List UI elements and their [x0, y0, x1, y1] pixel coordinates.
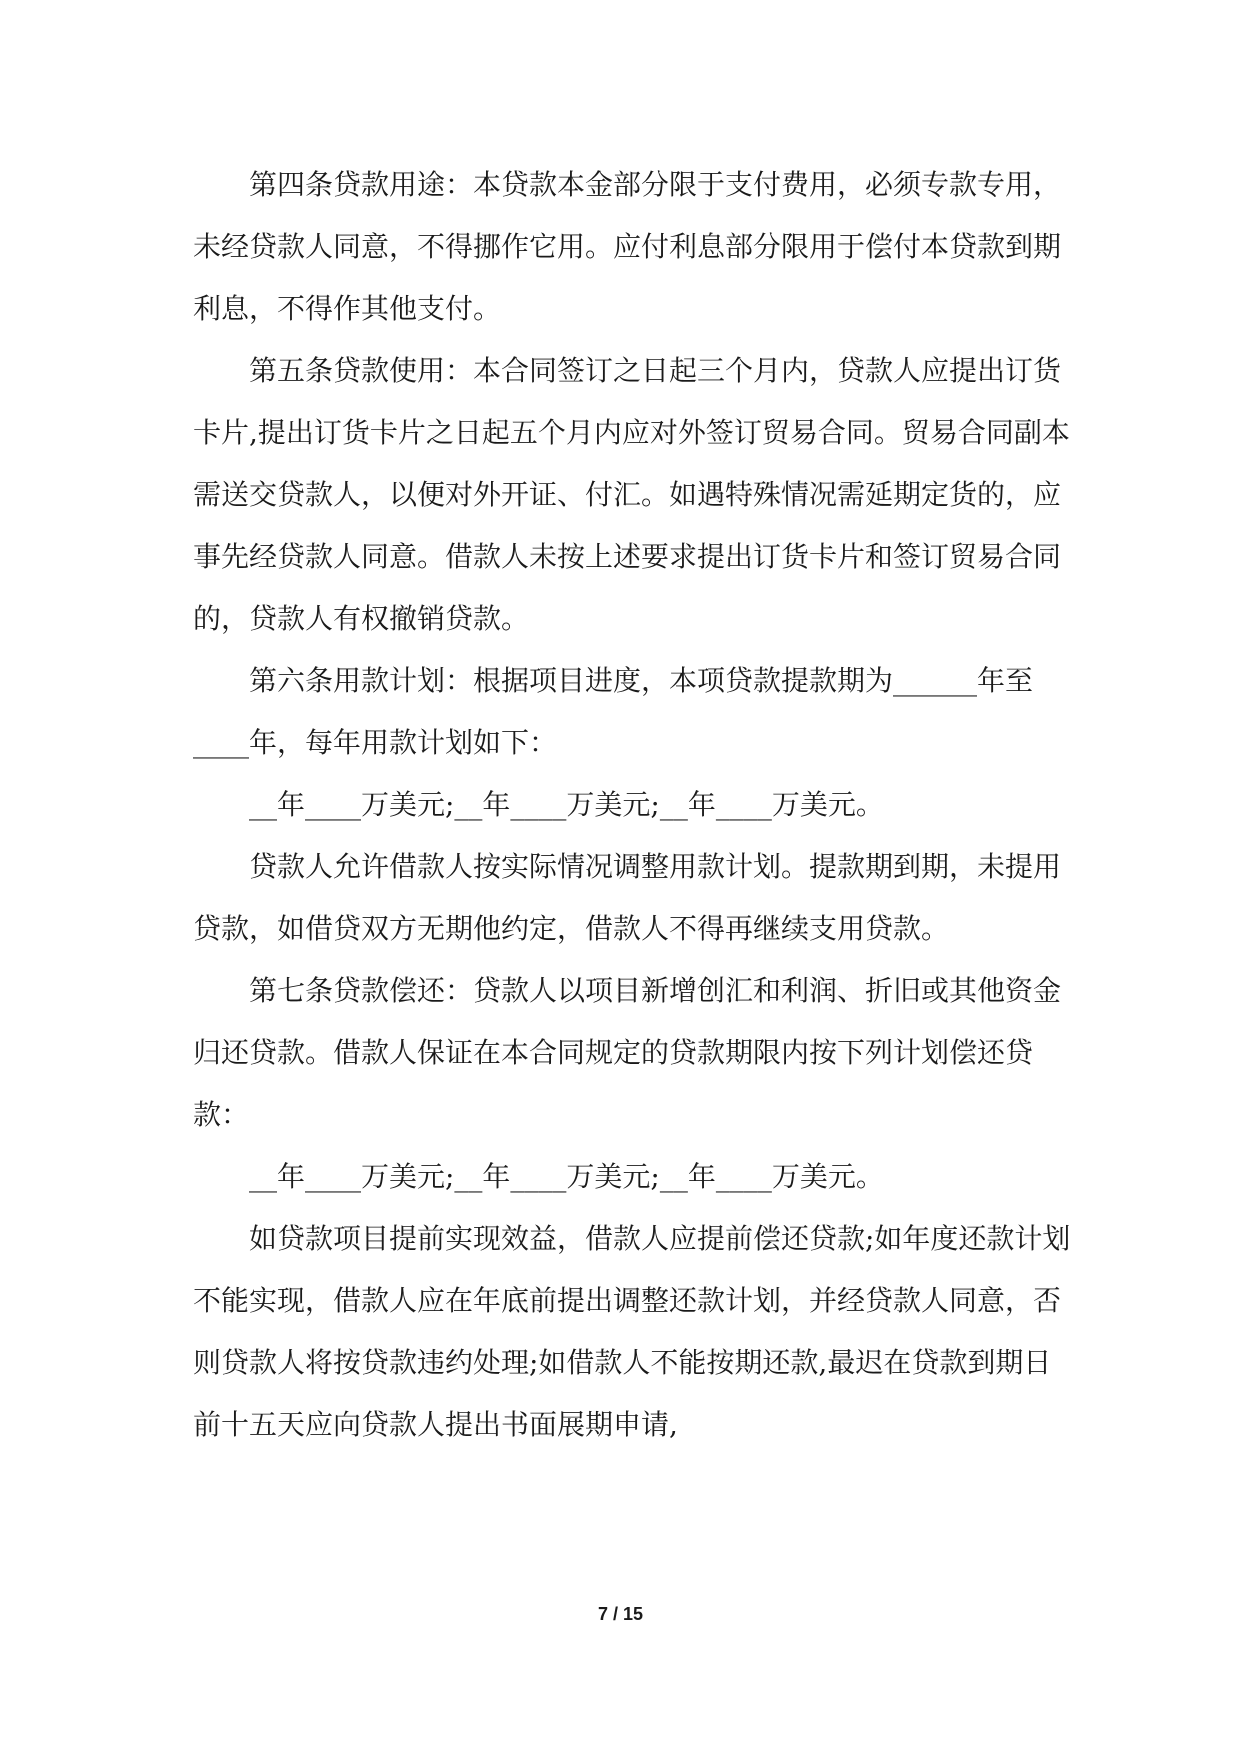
early-repayment-paragraph: 如贷款项目提前实现效益，借款人应提前偿还贷款;如年度还款计划不能实现，借款人应在年底前提出调整还款计划，并经贷款人同意，否则贷款人将按贷款违约处理;如借款人不能按期还款,最迟在贷款到期日前十五天应向贷款人提出书面展期申请, — [193, 1222, 1071, 1441]
article-7-paragraph: 第七条贷款偿还：贷款人以项目新增创汇和利润、折旧或其他资金归还贷款。借款人保证在本合同规定的贷款期限内按下列计划偿还贷款： — [193, 974, 1062, 1131]
article-4-paragraph: 第四条贷款用途：本贷款本金部分限于支付费用，必须专款专用，未经贷款人同意，不得挪作它用。应付利息部分限用于偿付本贷款到期利息，不得作其他支付。 — [193, 168, 1062, 325]
plan-adjustment-paragraph: 贷款人允许借款人按实际情况调整用款计划。提款期到期，未提用贷款，如借贷双方无期他约定，借款人不得再继续支用贷款。 — [193, 850, 1062, 945]
withdrawal-plan-line: __年____万美元;__年____万美元;__年____万美元。 — [249, 788, 884, 821]
article-6-paragraph: 第六条用款计划：根据项目进度，本项贷款提款期为______年至____年，每年用款计划如下： — [193, 664, 1034, 759]
document-body — [193, 154, 1073, 1456]
repayment-plan-line: __年____万美元;__年____万美元;__年____万美元。 — [249, 1160, 884, 1193]
article-5-paragraph: 第五条贷款使用：本合同签订之日起三个月内，贷款人应提出订货卡片,提出订货卡片之日起五个月内应对外签订贸易合同。贸易合同副本需送交贷款人，以便对外开证、付汇。如遇特殊情况需延期定货的，应事先经贷款人同意。借款人未按上述要求提出订货卡片和签订贸易合同的，贷款人有权撤销贷款。 — [193, 354, 1070, 635]
page-number: 7 / 15 — [597, 1604, 644, 1624]
